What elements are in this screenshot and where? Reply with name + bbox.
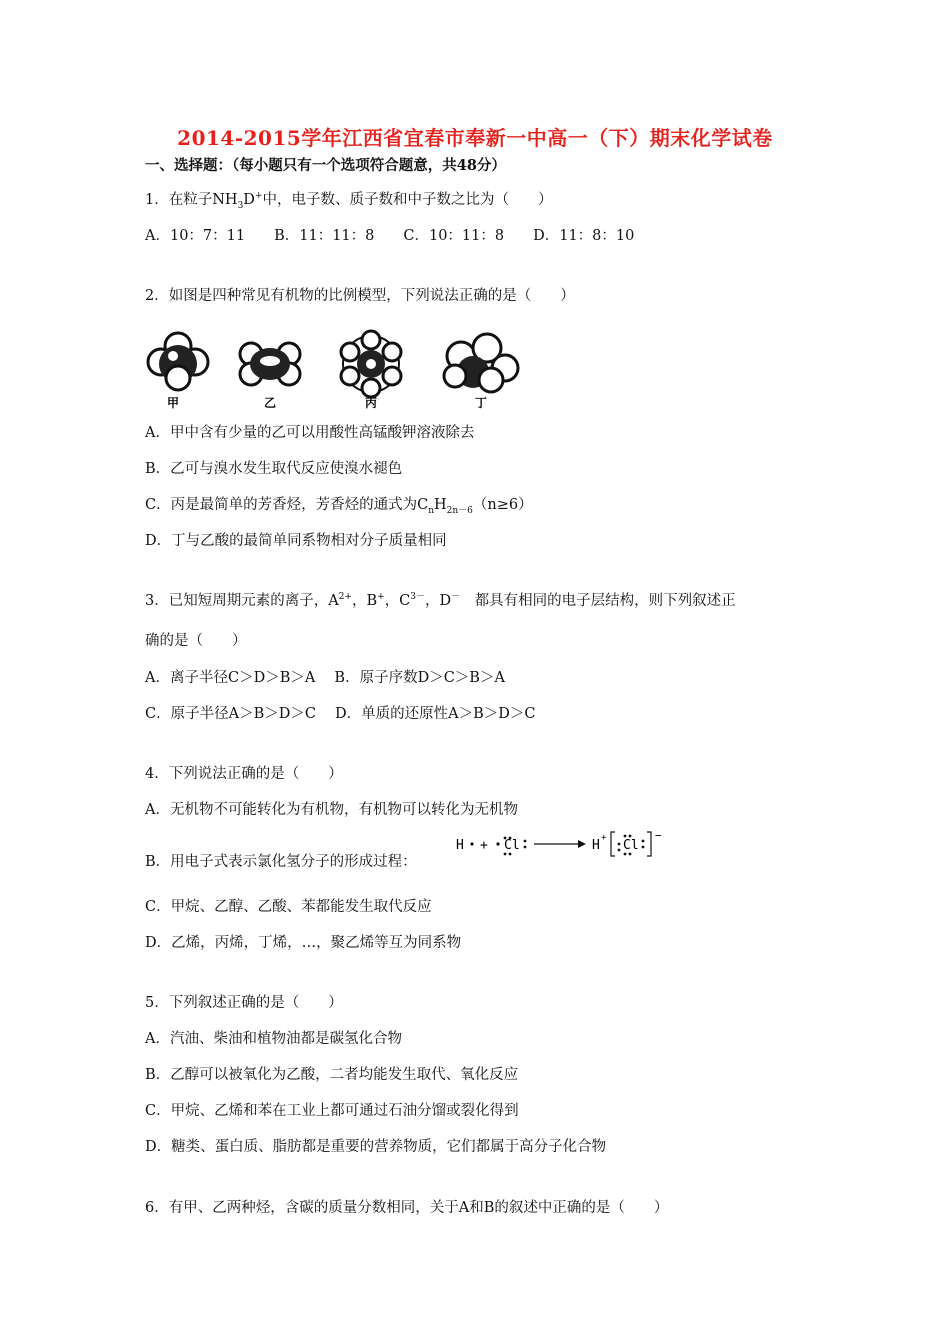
- q1-superscript: +: [254, 191, 263, 202]
- hcl-electron-formula: [452, 828, 667, 860]
- q5-option-b: B．乙醇可以被氧化为乙酸，二者均能发生取代、氧化反应: [145, 1067, 519, 1083]
- q3-sup-d: －: [451, 592, 461, 603]
- q3-options-cd: C．原子半径A＞B＞D＞C D．单质的还原性A＞B＞D＞C: [145, 706, 536, 722]
- q1-options: A．10：7：11 B．11：11：8 C．10：11：8 D．11：8：10: [145, 228, 635, 244]
- q2-option-d: D．丁与乙酸的最简单同系物相对分子质量相同: [145, 533, 447, 549]
- q3-sup-b: +: [377, 592, 385, 603]
- q3-stem-d: ，D: [425, 593, 452, 609]
- q1-stem-text: 1．在粒子NH: [145, 192, 238, 208]
- q2-option-c-sub-2n6: 2n－6: [446, 505, 473, 516]
- q6-stem: 6．有甲、乙两种烃，含碳的质量分数相同，关于A和B的叙述中正确的是（ ）: [145, 1200, 669, 1216]
- q5-option-c: C．甲烷、乙烯和苯在工业上都可通过石油分馏或裂化得到: [145, 1103, 519, 1119]
- q2-option-b: B．乙可与溴水发生取代反应使溴水褪色: [145, 461, 403, 477]
- q1-stem: [145, 188, 552, 211]
- q2-option-a: A．甲中含有少量的乙可以用酸性高锰酸钾溶液除去: [145, 425, 475, 441]
- svg-text:+: +: [480, 838, 488, 853]
- exam-title: 2014-2015学年江西省宜春市奉新一中高一（下）期末化学试卷: [177, 126, 773, 150]
- q3-stem-text: 3．已知短周期元素的离子，A: [145, 593, 339, 609]
- eq-cl: Cl: [504, 838, 520, 853]
- molecule-models-figure: [143, 328, 523, 410]
- q3-sup-a: 2+: [338, 592, 352, 603]
- q1-subscript: 3: [237, 200, 244, 211]
- q2-option-c-text: C．丙是最简单的芳香烃，芳香烃的通式为C: [145, 497, 429, 513]
- q4-option-c: C．甲烷、乙醇、乙酸、苯都能发生取代反应: [145, 899, 432, 915]
- ethylene-model: [240, 343, 300, 385]
- q3-stem-b: ，B: [351, 593, 378, 609]
- q5-option-d: D．糖类、蛋白质、脂肪都是重要的营养物质，它们都属于高分子化合物: [145, 1139, 607, 1155]
- eq-hplus: H: [592, 838, 600, 853]
- q3-stem-line2: 确的是（ ）: [145, 633, 247, 649]
- label-jia: 甲: [166, 396, 180, 410]
- q2-option-c: [145, 493, 533, 516]
- q3-stem-e: 都具有相同的电子层结构，则下列叙述正: [460, 593, 736, 609]
- label-bing: 丙: [364, 396, 378, 410]
- q3-sup-c: 3－: [410, 592, 426, 603]
- q1-stem-text-b: D: [243, 192, 255, 208]
- q4-option-a: A．无机物不可能转化为有机物，有机物可以转化为无机物: [145, 802, 518, 818]
- q3-stem-c: ，C: [384, 593, 411, 609]
- q2-option-c-condition: （n≥6）: [472, 497, 533, 513]
- q3-options-ab: A．离子半径C＞D＞B＞A B．原子序数D＞C＞B＞A: [145, 670, 505, 686]
- q2-option-c-sub-n: n: [428, 505, 434, 516]
- q2-stem: 2．如图是四种常见有机物的比例模型，下列说法正确的是（ ）: [145, 288, 575, 304]
- section-heading: 一、选择题：（每小题只有一个选项符合题意，共48分）: [145, 157, 506, 174]
- q4-option-b: B．用电子式表示氯化氢分子的形成过程：: [145, 854, 417, 870]
- svg-text:−: −: [655, 829, 662, 842]
- ethanol-model: [444, 334, 518, 392]
- q5-option-a: A．汽油、柴油和植物油都是碳氢化合物: [145, 1031, 402, 1047]
- q3-stem: [145, 589, 736, 610]
- q1-stem-text-c: 中，电子数、质子数和中子数之比为（ ）: [262, 192, 553, 208]
- q2-option-c-h: H: [433, 497, 447, 513]
- q5-stem: 5．下列叙述正确的是（ ）: [145, 995, 343, 1011]
- methane-model: [148, 333, 208, 390]
- q4-option-d: D．乙烯，丙烯，丁烯，…，聚乙烯等互为同系物: [145, 935, 462, 951]
- benzene-model: [341, 331, 401, 397]
- eq-cl-ion: Cl: [623, 838, 639, 853]
- svg-text:+: +: [601, 833, 607, 843]
- label-yi: 乙: [263, 396, 277, 410]
- label-ding: 丁: [474, 396, 488, 410]
- q4-stem: 4．下列说法正确的是（ ）: [145, 766, 343, 782]
- eq-h: H: [456, 838, 464, 853]
